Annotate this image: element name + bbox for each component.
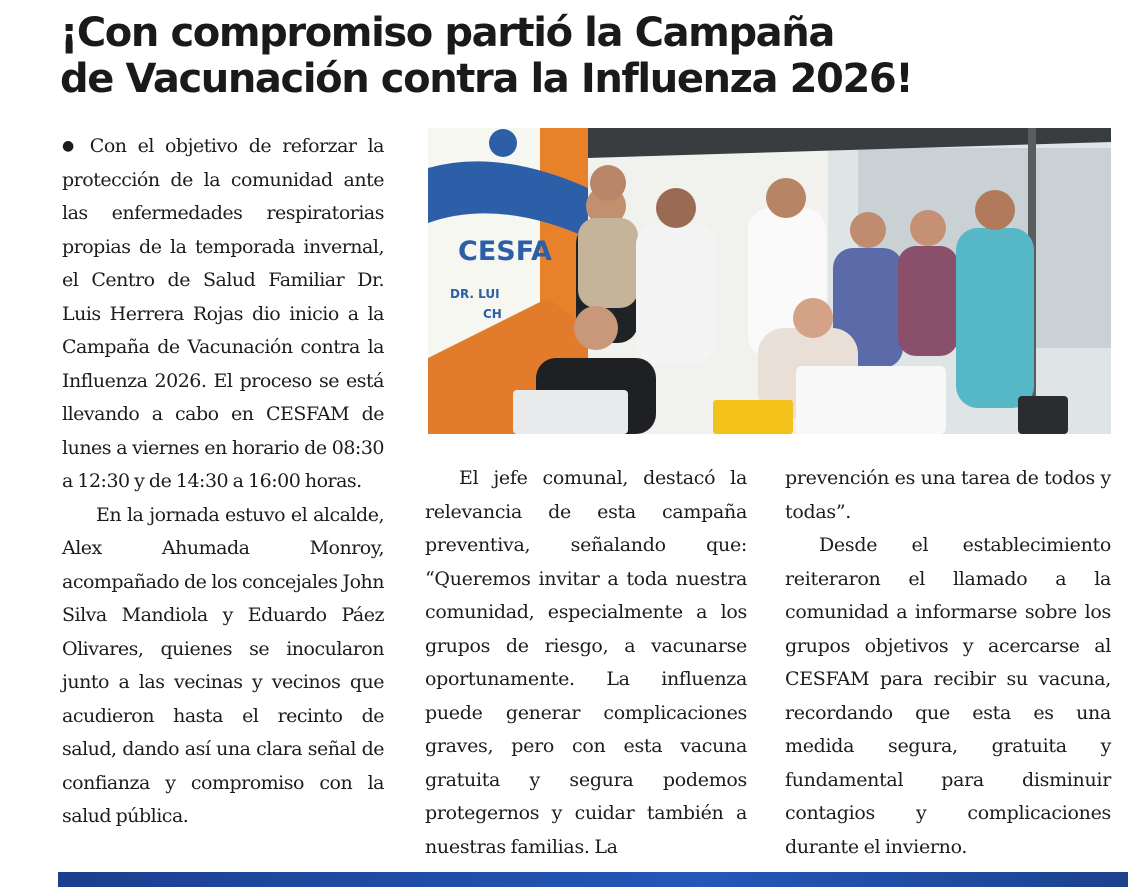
paragraph-mayor: En la jornada estuvo el alcalde, Alex Ahumada Monroy, acompañado de los concejales John Silva Mandiola y Eduardo Páez Olivares, quienes se inocularon junto a las vecinas y vecinos que acudieron hasta el recinto de salud, dando así una clara señal de confianza y compromiso con la salud pública. xyxy=(62,503,384,827)
paragraph-quote: El jefe comunal, destacó la relevancia de esta campaña preventiva, señalando que: “Queremos invitar a toda nuestra comunidad, especialmente a los grupos de riesgo, a vacunarse oportunamente. La influenza puede generar complicaciones graves, pero con esta vacuna gratuita y segura podemos protegernos y cuidar también a nuestras familias. La xyxy=(425,467,747,858)
paragraph-closing: Desde el establecimiento reiteraron el llamado a la comunidad a informarse sobre los grupos objetivos y acercarse al CESFAM para recibir su vacuna, recordando que esta es una medida segura, gratuita y fundamental para disminuir contagios y complicaciones durante el invierno. xyxy=(785,534,1111,858)
sign-text-2: DR. LUI xyxy=(450,287,500,301)
headline xyxy=(60,10,1110,102)
bottom-color-bar xyxy=(58,872,1128,887)
paragraph-intro: ● Con el objetivo de reforzar la protección de la comunidad ante las enfermedades respiratorias propias de la temporada invernal, el Centro de Salud Familiar Dr. Luis Herrera Rojas dio inicio a la Campaña de Vacunación contra la Influenza 2026. El proceso se está llevando a cabo en CESFAM de lunes a viernes en horario de 08:30 a 12:30 y de 14:30 a 16:00 horas. xyxy=(62,130,384,499)
headline-line-2: de Vacunación contra la Influenza 2026! xyxy=(60,56,913,102)
sign-text-3: CH xyxy=(483,307,502,321)
headline-line-1: ¡Con compromiso partió la Campaña xyxy=(60,10,834,56)
article-column-2 xyxy=(425,462,747,864)
article-column-1 xyxy=(62,130,384,834)
article-column-3 xyxy=(785,462,1111,864)
group-photo xyxy=(428,128,1111,434)
photo-illustration xyxy=(428,128,1111,434)
paragraph-quote-continuation: prevención es una tarea de todos y todas”. xyxy=(785,467,1111,523)
sign-text-1: CESFA xyxy=(458,236,552,267)
